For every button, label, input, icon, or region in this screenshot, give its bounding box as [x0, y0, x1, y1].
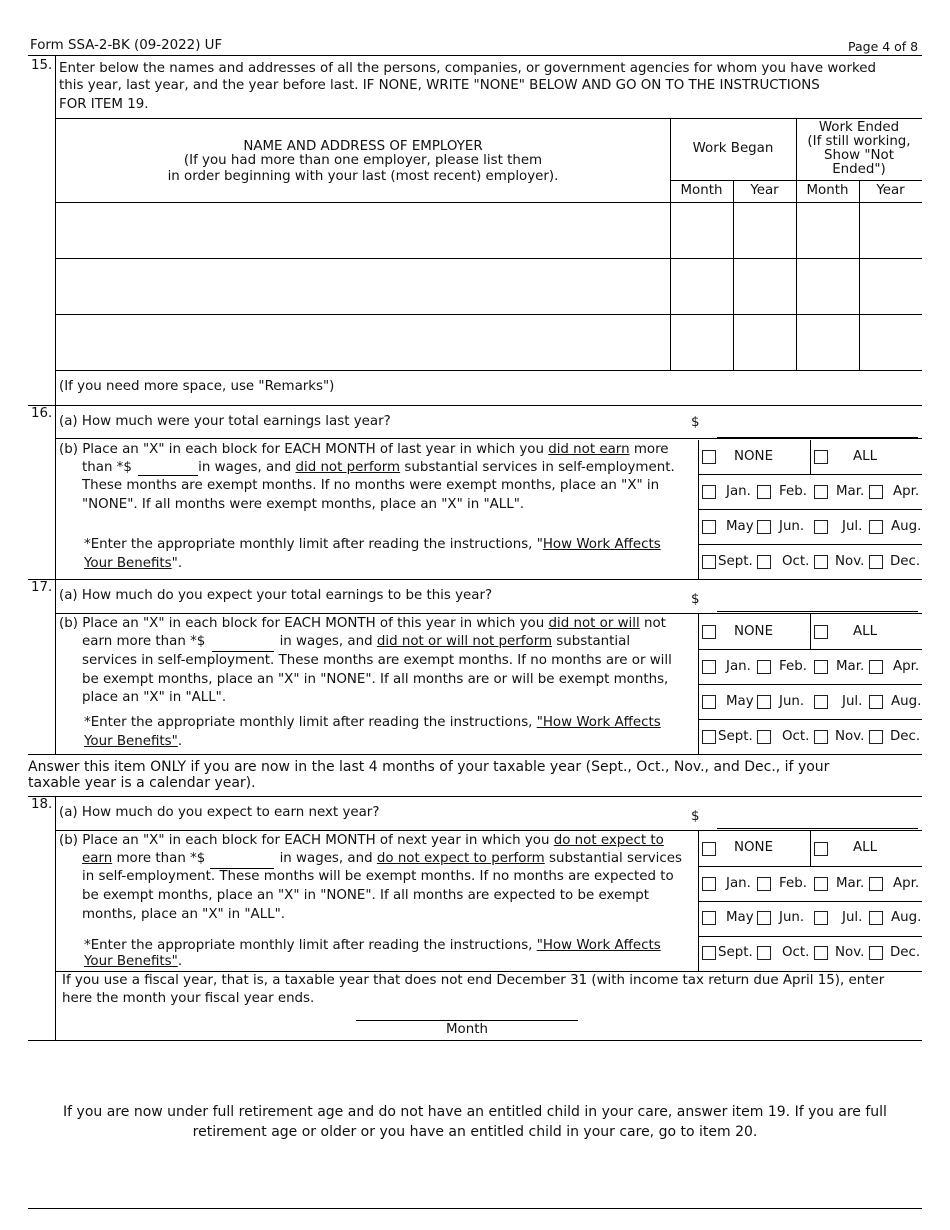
item-16a-question: (a) How much were your total earnings last year? [59, 414, 391, 429]
began-year-field[interactable] [734, 315, 796, 370]
jun-checkbox[interactable] [757, 520, 771, 534]
none-label: NONE [734, 449, 774, 464]
jul-checkbox[interactable] [814, 695, 828, 709]
may-label: May [726, 519, 754, 534]
began-month-field[interactable] [671, 315, 733, 370]
form-id: Form SSA-2-BK (09-2022) UF [30, 38, 223, 53]
jun-checkbox[interactable] [757, 695, 771, 709]
mar-checkbox[interactable] [814, 660, 828, 674]
apr-checkbox[interactable] [869, 485, 883, 499]
sep-checkbox[interactable] [702, 946, 716, 960]
jun-checkbox[interactable] [757, 911, 771, 925]
feb-label: Feb. [779, 484, 807, 499]
apr-label: Apr. [893, 484, 920, 499]
all-checkbox[interactable] [814, 842, 828, 856]
ended-month-field[interactable] [797, 315, 859, 370]
jan-checkbox[interactable] [702, 485, 716, 499]
sep-label: Sept. [718, 729, 753, 744]
oct-label: Oct. [782, 945, 810, 960]
apr-checkbox[interactable] [869, 877, 883, 891]
jul-checkbox[interactable] [814, 520, 828, 534]
item-18-instruction-line-1: Answer this item ONLY if you are now in the last 4 months of your taxable year (Sept., Oct., Nov., and Dec., if your [28, 759, 830, 775]
ended-month-header: Month [806, 183, 849, 198]
jun-label: Jun. [779, 694, 805, 709]
dollar-sign: $ [691, 415, 700, 430]
apr-label: Apr. [893, 876, 920, 891]
nov-label: Nov. [835, 945, 865, 960]
header-rule [28, 55, 922, 56]
none-checkbox[interactable] [702, 625, 716, 639]
may-checkbox[interactable] [702, 520, 716, 534]
item-17b-line-5: place an "X" in "ALL". [82, 690, 227, 705]
all-checkbox[interactable] [814, 450, 828, 464]
section-rule [28, 796, 922, 797]
footer-instruction-line-1: If you are now under full retirement age and do not have an entitled child in your care, answer item 19. If you are full [63, 1104, 887, 1120]
fiscal-month-label: Month [446, 1022, 488, 1037]
item-18b-line-5: months, place an "X" in "ALL". [82, 907, 286, 922]
oct-checkbox[interactable] [757, 555, 771, 569]
page-number: Page 4 of 8 [848, 39, 919, 54]
item-16b-line-2: than *$ in wages, and did not perform substantial services in self-employment. [82, 460, 675, 475]
remarks-note: (If you need more space, use "Remarks") [59, 379, 335, 394]
section-rule [28, 405, 922, 406]
all-checkbox[interactable] [814, 625, 828, 639]
aug-checkbox[interactable] [869, 520, 883, 534]
work-ended-header-1: Work Ended [818, 120, 900, 135]
aug-checkbox[interactable] [869, 695, 883, 709]
sep-checkbox[interactable] [702, 555, 716, 569]
item-17b-line-3: services in self-employment. These months are exempt months. If no months are or will [82, 653, 672, 668]
item-15-intro-line-1: Enter below the names and addresses of all the persons, companies, or government agencies for whom you have worked [59, 61, 877, 76]
all-label: ALL [853, 840, 878, 855]
jan-label: Jan. [726, 876, 751, 891]
section-rule [28, 579, 922, 580]
none-label: NONE [734, 624, 774, 639]
dec-checkbox[interactable] [869, 946, 883, 960]
item-16b-line-3: These months are exempt months. If no months were exempt months, place an "X" in [82, 478, 660, 493]
began-month-field[interactable] [671, 259, 733, 314]
work-ended-header-4: Ended") [832, 162, 886, 177]
dec-label: Dec. [890, 729, 921, 744]
item-16b-line-1: (b) Place an "X" in each block for EACH MONTH of last year in which you did not earn more [59, 442, 669, 457]
dollar-sign: $ [691, 809, 700, 824]
item-number: 16. [31, 406, 53, 421]
apr-label: Apr. [893, 659, 920, 674]
oct-label: Oct. [782, 554, 810, 569]
nov-checkbox[interactable] [814, 946, 828, 960]
jun-label: Jun. [779, 910, 805, 925]
ended-year-field[interactable] [860, 203, 922, 258]
sep-label: Sept. [718, 945, 753, 960]
monthly-limit-note-2: Your Benefits". [84, 954, 183, 969]
aug-label: Aug. [891, 694, 922, 709]
employer-name-address-field[interactable] [56, 259, 669, 314]
aug-label: Aug. [891, 519, 922, 534]
ended-month-field[interactable] [797, 203, 859, 258]
mar-checkbox[interactable] [814, 877, 828, 891]
may-checkbox[interactable] [702, 911, 716, 925]
feb-label: Feb. [779, 876, 807, 891]
item-18b-line-2: earn more than *$ in wages, and do not expect to perform substantial services [82, 851, 682, 866]
mar-checkbox[interactable] [814, 485, 828, 499]
feb-checkbox[interactable] [757, 485, 771, 499]
mar-label: Mar. [836, 659, 865, 674]
item-17a-question: (a) How much do you expect your total earnings to be this year? [59, 588, 493, 603]
item-18b-line-3: in self-employment. These months will be exempt months. If no months are expected to [82, 869, 674, 884]
last-year-earnings-input[interactable] [717, 423, 918, 438]
monthly-limit-note: *Enter the appropriate monthly limit after reading the instructions, "How Work Affects [84, 537, 661, 552]
employer-name-address-field[interactable] [56, 203, 669, 258]
dec-label: Dec. [890, 554, 921, 569]
oct-checkbox[interactable] [757, 946, 771, 960]
item-number: 17. [31, 580, 53, 595]
item-17b-line-4: be exempt months, place an "X" in "NONE". If all months are or will be exempt months, [82, 672, 669, 687]
aug-label: Aug. [891, 910, 922, 925]
apr-checkbox[interactable] [869, 660, 883, 674]
fiscal-year-end-month-input[interactable] [356, 1006, 578, 1021]
oct-label: Oct. [782, 729, 810, 744]
ended-year-header: Year [876, 183, 905, 198]
jun-label: Jun. [779, 519, 805, 534]
item-18b-line-1: (b) Place an "X" in each block for EACH MONTH of next year in which you do not expect to [59, 833, 664, 848]
began-month-header: Month [680, 183, 723, 198]
monthly-limit-input[interactable] [212, 637, 274, 652]
feb-checkbox[interactable] [757, 877, 771, 891]
sep-label: Sept. [718, 554, 753, 569]
item-15-intro-line-2: this year, last year, and the year before last. IF NONE, WRITE "NONE" BELOW AND GO ON TO THE INSTRUCTIONS [59, 78, 820, 93]
monthly-limit-input[interactable] [138, 461, 198, 476]
jul-label: Jul. [842, 694, 863, 709]
nov-checkbox[interactable] [814, 730, 828, 744]
all-label: ALL [853, 624, 878, 639]
work-ended-header-2: (If still working, [807, 134, 911, 149]
ended-year-field[interactable] [860, 259, 922, 314]
item-17b-line-1: (b) Place an "X" in each block for EACH MONTH of this year in which you did not or will not [59, 616, 666, 631]
this-year-earnings-input[interactable] [717, 597, 918, 612]
may-checkbox[interactable] [702, 695, 716, 709]
item-16b-line-4: "NONE". If all months were exempt months, place an "X" in "ALL". [82, 497, 525, 512]
may-label: May [726, 910, 754, 925]
item-15-intro-line-3: FOR ITEM 19. [59, 97, 149, 112]
aug-checkbox[interactable] [869, 911, 883, 925]
jan-checkbox[interactable] [702, 660, 716, 674]
nov-label: Nov. [835, 554, 865, 569]
item-18-instruction-line-2: taxable year is a calendar year). [28, 775, 256, 791]
employer-column-title: NAME AND ADDRESS OF EMPLOYER [243, 139, 483, 154]
employer-name-address-field[interactable] [56, 315, 669, 370]
began-year-header: Year [750, 183, 779, 198]
jan-checkbox[interactable] [702, 877, 716, 891]
footer-instruction-line-2: retirement age or older or you have an entitled child in your care, go to item 20. [192, 1124, 758, 1140]
fiscal-year-note-line-2: here the month your fiscal year ends. [62, 991, 315, 1006]
jan-label: Jan. [726, 659, 751, 674]
jul-label: Jul. [842, 910, 863, 925]
item-18b-line-4: be exempt months, place an "X" in "NONE". If all months are expected to be exempt [82, 888, 650, 903]
dec-checkbox[interactable] [869, 730, 883, 744]
dec-label: Dec. [890, 945, 921, 960]
monthly-limit-note: *Enter the appropriate monthly limit after reading the instructions, "How Work Affects [84, 938, 661, 953]
jul-checkbox[interactable] [814, 911, 828, 925]
item-17b-line-2: earn more than *$ in wages, and did not or will not perform substantial [82, 634, 631, 649]
monthly-limit-note: *Enter the appropriate monthly limit after reading the instructions, "How Work Affects [84, 715, 661, 730]
began-month-field[interactable] [671, 203, 733, 258]
none-label: NONE [734, 840, 774, 855]
section-rule [28, 1040, 922, 1041]
monthly-limit-note-2: Your Benefits". [84, 734, 183, 749]
none-checkbox[interactable] [702, 450, 716, 464]
monthly-limit-note-2: Your Benefits". [84, 556, 183, 571]
dollar-sign: $ [691, 592, 700, 607]
ended-month-field[interactable] [797, 259, 859, 314]
nov-label: Nov. [835, 729, 865, 744]
jan-label: Jan. [726, 484, 751, 499]
none-checkbox[interactable] [702, 842, 716, 856]
fiscal-year-note-line-1: If you use a fiscal year, that is, a taxable year that does not end December 31 (with income tax return due April 15), enter [62, 973, 885, 988]
work-began-header: Work Began [692, 141, 774, 156]
item-18a-question: (a) How much do you expect to earn next year? [59, 805, 380, 820]
began-year-field[interactable] [734, 259, 796, 314]
mar-label: Mar. [836, 484, 865, 499]
employer-column-note-2: in order beginning with your last (most recent) employer). [167, 169, 559, 184]
nov-checkbox[interactable] [814, 555, 828, 569]
page-bottom-rule [28, 1208, 922, 1209]
item-number: 15. [31, 58, 53, 73]
mar-label: Mar. [836, 876, 865, 891]
ended-year-field[interactable] [860, 315, 922, 370]
all-label: ALL [853, 449, 878, 464]
oct-checkbox[interactable] [757, 730, 771, 744]
work-ended-header-3: Show "Not [823, 148, 894, 163]
next-year-earnings-input[interactable] [717, 814, 918, 829]
may-label: May [726, 694, 754, 709]
dec-checkbox[interactable] [869, 555, 883, 569]
feb-label: Feb. [779, 659, 807, 674]
feb-checkbox[interactable] [757, 660, 771, 674]
sep-checkbox[interactable] [702, 730, 716, 744]
employer-column-note-1: (If you had more than one employer, please list them [183, 153, 543, 168]
item-number: 18. [31, 797, 53, 812]
section-rule [28, 754, 922, 755]
began-year-field[interactable] [734, 203, 796, 258]
jul-label: Jul. [842, 519, 863, 534]
